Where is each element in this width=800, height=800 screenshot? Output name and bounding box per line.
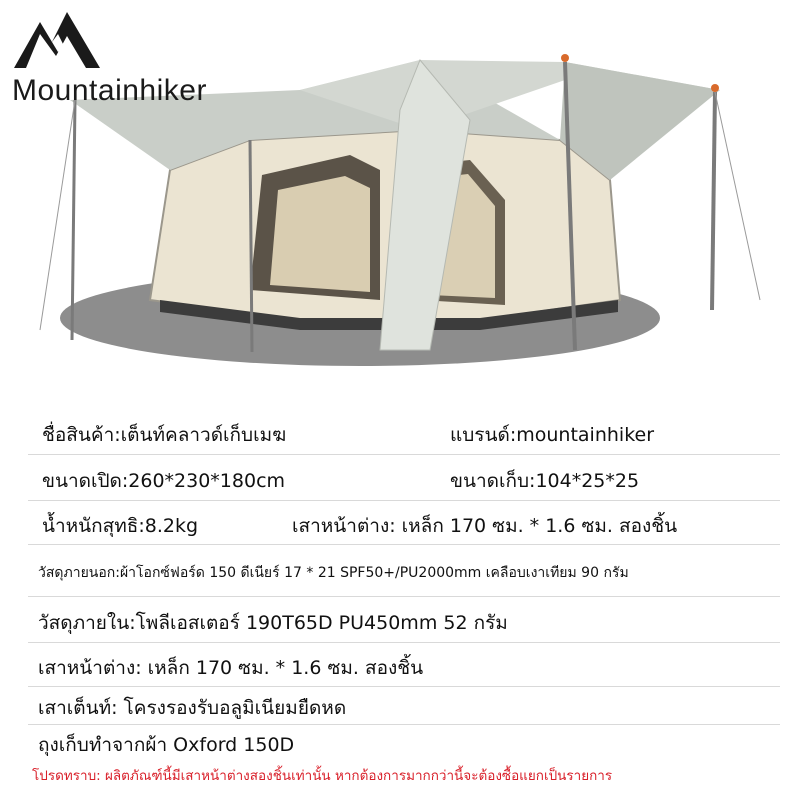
tent-pole-spec: เสาเต็นท์: โครงรองรับอลูมิเนียมยืดหด (38, 697, 347, 719)
brand-spec: แบรนด์:mountainhiker (450, 424, 655, 446)
notice-text: โปรดทราบ: ผลิตภัณฑ์นี้มีเสาหน้าต่างสองชิ้นเท่านั้น หากต้องการมากกว่านี้จะต้องซื้อแยกเป็นรายการ (32, 768, 613, 784)
open-size: ขนาดเปิด:260*230*180cm (42, 470, 286, 492)
spec-row (28, 408, 780, 455)
spec-row (28, 686, 780, 725)
pole-cap (711, 84, 719, 92)
product-name: ชื่อสินค้า:เต็นท์คลาวด์เก็บเมฆ (42, 424, 287, 446)
tent-door-left-inner (270, 176, 370, 292)
mountain-logo-icon (12, 8, 102, 70)
pole-cap (561, 54, 569, 62)
spec-row (28, 642, 780, 687)
net-weight: น้ำหนักสุทธิ:8.2kg (42, 515, 199, 537)
spec-row (28, 500, 780, 545)
spec-row (28, 724, 780, 760)
pole-mid-left (250, 140, 252, 352)
spec-row (28, 596, 780, 643)
spec-row (28, 454, 780, 501)
inner-material: วัสดุภายใน:โพลีเอสเตอร์ 190T65D PU450mm 52 กรัม (38, 612, 508, 634)
brand-logo (12, 8, 222, 108)
packed-size: ขนาดเก็บ:104*25*25 (450, 470, 640, 492)
window-pole-spec: เสาหน้าต่าง: เหล็ก 170 ซม. * 1.6 ซม. สองชิ้น (38, 657, 424, 679)
pole-right (712, 92, 715, 310)
window-pole-spec: เสาหน้าต่าง: เหล็ก 170 ซม. * 1.6 ซม. สองชิ้น (292, 515, 678, 537)
outer-material: วัสดุภายนอก:ผ้าโอกซ์ฟอร์ด 150 ดีเนียร์ 17 * 21 SPF50+/PU2000mm เคลือบเงาเทียม 90 กรัม (38, 565, 629, 581)
spec-row (28, 544, 780, 597)
brand-name: Mountainhiker (12, 74, 207, 107)
storage-bag-spec: ถุงเก็บทำจากผ้า Oxford 150D (38, 734, 295, 756)
